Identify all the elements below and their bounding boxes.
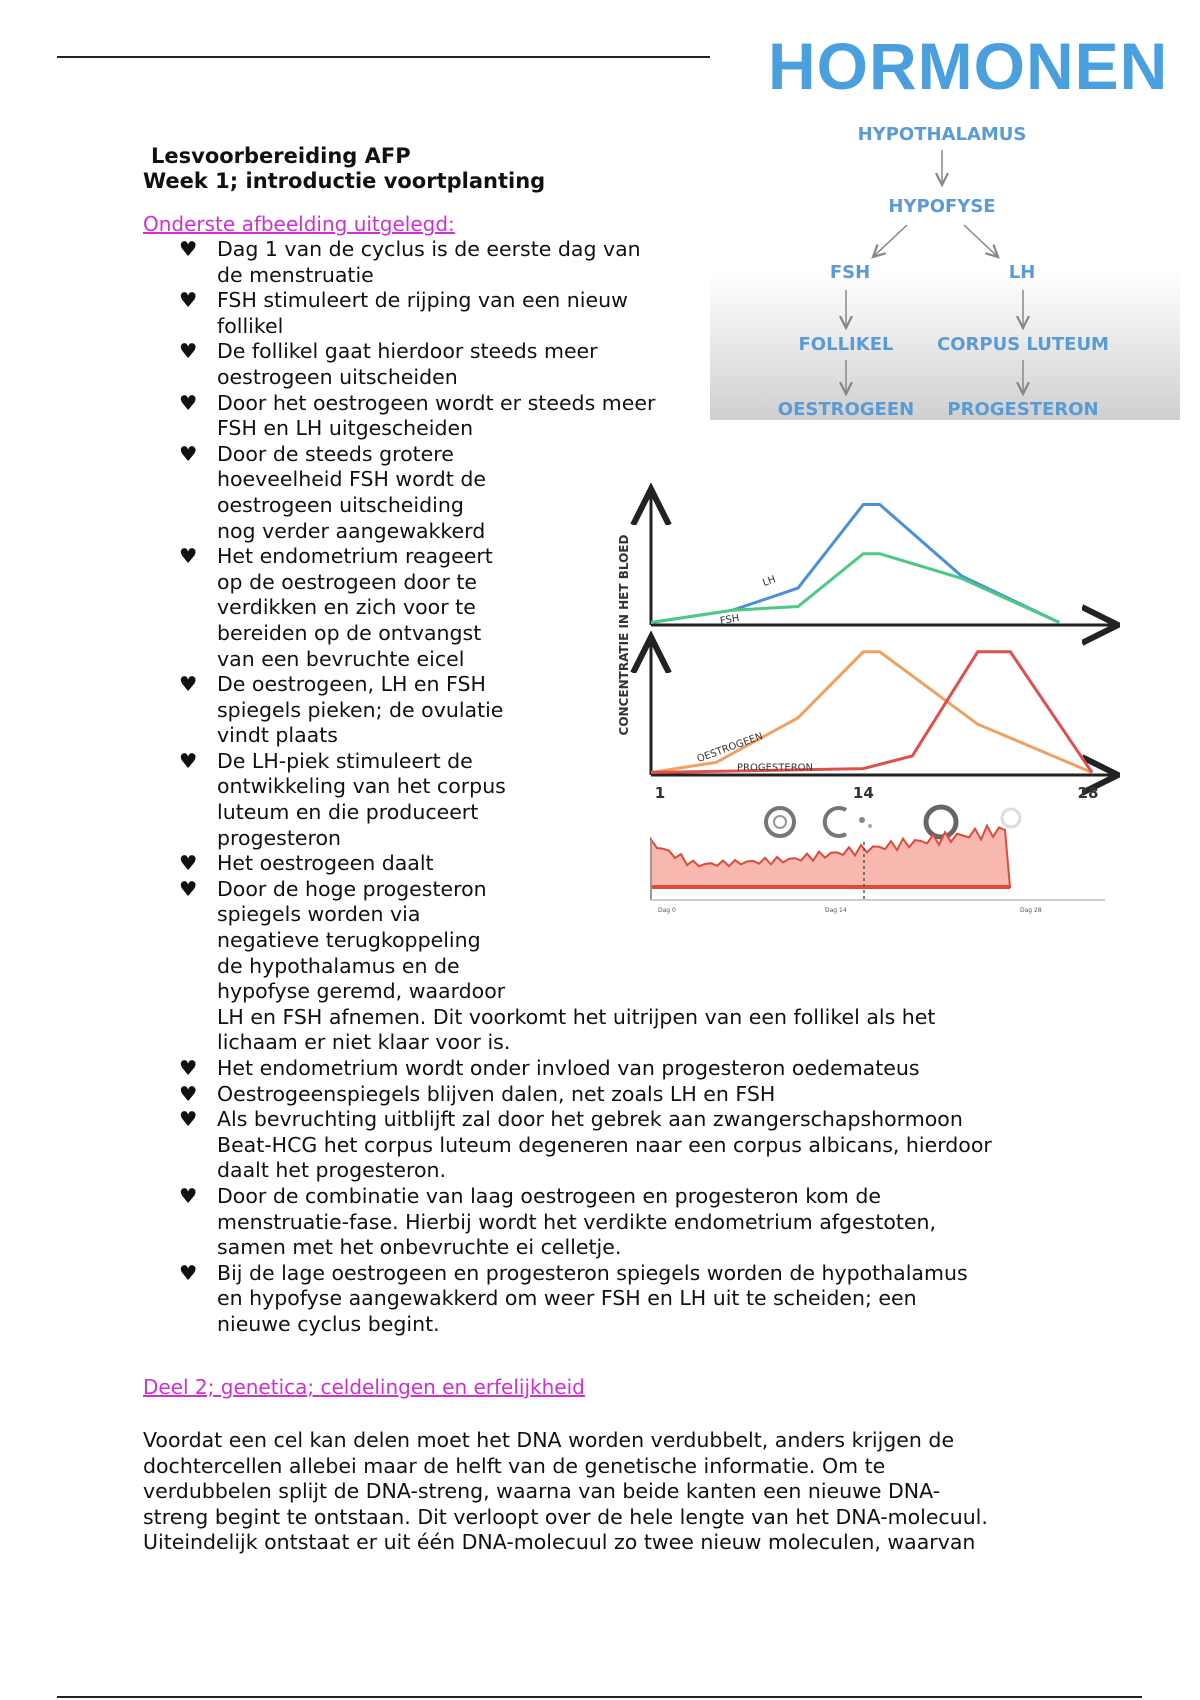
section1-heading-link[interactable]: Onderste afbeelding uitgelegd: xyxy=(143,212,455,236)
bullet-line: Als bevruchting uitblijft zal door het gebrek aan zwangerschapshormoon xyxy=(217,1107,963,1132)
week-title: Week 1; introductie voortplanting xyxy=(143,169,546,193)
series-label-lh: LH xyxy=(761,574,778,589)
heart-bullet-icon: ♥ xyxy=(179,851,198,876)
bullet-line: FSH stimuleert de rijping van een nieuw xyxy=(217,288,628,313)
list-item xyxy=(143,1056,1083,1082)
bullet-line: LH en FSH afnemen. Dit voorkomt het uitrijpen van een follikel als het xyxy=(217,1004,936,1029)
hormones-title: HORMONEN xyxy=(768,29,1169,103)
section2-heading-link[interactable]: Deel 2; genetica; celdelingen en erfelijkheid xyxy=(143,1375,585,1399)
bullet-line: follikel xyxy=(217,313,284,338)
follicle-inner-icon xyxy=(774,816,786,828)
bullet-line: De oestrogeen, LH en FSH xyxy=(217,672,486,697)
bullet-line: oestrogeen uitscheiden xyxy=(217,364,458,389)
series-lh-line xyxy=(651,505,1059,623)
menstrual-cycle-chart xyxy=(600,480,1120,950)
series-label-progesteron: PROGESTERON xyxy=(737,762,813,774)
bullet-line: nog verder aangewakkerd xyxy=(217,518,486,543)
bullet-line: FSH en LH uitgescheiden xyxy=(217,416,474,441)
bullet-line: De follikel gaat hierdoor steeds meer xyxy=(217,339,598,364)
series-label-oestrogeen: OESTROGEEN xyxy=(695,731,765,766)
node-progesteron: PROGESTERON xyxy=(947,399,1099,420)
bullet-line: Het oestrogeen daalt xyxy=(217,851,434,876)
bullet-line: bereiden op de ontvangst xyxy=(217,620,482,645)
bullet-line: Het endometrium wordt onder invloed van progesteron oedemateus xyxy=(217,1056,920,1080)
heart-bullet-icon: ♥ xyxy=(179,1183,198,1208)
heart-bullet-icon: ♥ xyxy=(179,1260,198,1285)
x-tick-label: 28 xyxy=(1077,784,1099,802)
bullet-line: negatieve terugkoppeling xyxy=(217,928,481,953)
bullet-line: menstruatie-fase. Hierbij wordt het verdikte endometrium afgestoten, xyxy=(217,1209,937,1234)
bullet-line: oestrogeen uitscheiding xyxy=(217,492,464,517)
bullet-line: Bij de lage oestrogeen en progesteron spiegels worden de hypothalamus xyxy=(217,1260,968,1285)
heart-bullet-icon: ♥ xyxy=(179,544,198,569)
list-item xyxy=(143,1184,1083,1261)
y-axis-label: CONCENTRATIE IN HET BLOED xyxy=(617,534,631,736)
node-corpus-luteum: CORPUS LUTEUM xyxy=(937,334,1109,355)
bullet-line: samen met het onbevruchte ei celletje. xyxy=(217,1235,622,1260)
heart-bullet-icon: ♥ xyxy=(179,339,198,364)
bullet-line: Door het oestrogeen wordt er steeds meer xyxy=(217,390,656,415)
bullet-line: De LH-piek stimuleert de xyxy=(217,748,473,773)
bottom-rule xyxy=(57,1696,1142,1698)
list-item xyxy=(143,1107,1083,1184)
bullet-line: daalt het progesteron. xyxy=(217,1158,447,1183)
node-oestrogeen: OESTROGEEN xyxy=(777,399,915,420)
heart-bullet-icon: ♥ xyxy=(179,748,198,773)
paragraph-line: streng begint te ontstaan. Dit verloopt over de hele lengte van het DNA-molecuul. xyxy=(143,1504,988,1529)
bullet-line: Het endometrium reageert xyxy=(217,544,493,569)
bullet-line: spiegels worden via xyxy=(217,902,421,927)
egg-cell-icon xyxy=(868,824,872,828)
bullet-line: Oestrogeenspiegels blijven dalen, net zoals LH en FSH xyxy=(217,1081,776,1106)
node-lh: LH xyxy=(1008,262,1036,283)
list-item xyxy=(143,288,1083,339)
series-label-fsh: FSH xyxy=(719,612,741,628)
series-fsh-line xyxy=(651,554,1059,623)
heart-bullet-icon: ♥ xyxy=(179,237,198,261)
bullet-line: luteum en die produceert xyxy=(217,800,479,825)
follicle-stage-icons xyxy=(766,807,1020,837)
bullet-line: Beat-HCG het corpus luteum degeneren naar een corpus albicans, hierdoor xyxy=(217,1132,992,1157)
day-label: Dag 14 xyxy=(825,907,847,914)
day-label: Dag 28 xyxy=(1020,907,1042,914)
paragraph-line: verdubbelen splijt de DNA-streng, waarna van beide kanten een nieuwe DNA- xyxy=(143,1479,941,1504)
list-item xyxy=(143,1261,1083,1338)
bullet-line: nieuwe cyclus begint. xyxy=(217,1311,440,1336)
bullet-line: Dag 1 van de cyclus is de eerste dag van xyxy=(217,237,641,261)
paragraph-line: Voordat een cel kan delen moet het DNA worden verdubbelt, anders krijgen de xyxy=(143,1428,955,1452)
top-rule xyxy=(57,56,710,58)
bullet-line: verdikken en zich voor te xyxy=(217,595,476,620)
heart-bullet-icon: ♥ xyxy=(179,1081,198,1106)
heart-bullet-icon: ♥ xyxy=(179,876,198,901)
endometrium-diagram xyxy=(651,826,1105,914)
heart-bullet-icon: ♥ xyxy=(179,441,198,466)
lesson-title: Lesvoorbereiding AFP xyxy=(151,144,411,168)
x-tick-label: 1 xyxy=(654,784,666,802)
x-tick-label: 14 xyxy=(852,784,874,802)
bullet-line: vindt plaats xyxy=(217,723,338,748)
node-fsh: FSH xyxy=(829,262,871,283)
heart-bullet-icon: ♥ xyxy=(179,1107,198,1132)
list-item xyxy=(143,1082,1083,1108)
genetics-paragraph xyxy=(143,1428,1083,1556)
follicle-icon xyxy=(766,808,794,836)
bullet-line: spiegels pieken; de ovulatie xyxy=(217,697,504,722)
heart-bullet-icon: ♥ xyxy=(179,390,198,415)
egg-icon xyxy=(859,817,865,823)
ovulating-follicle-icon xyxy=(825,808,846,836)
node-follikel: FOLLIKEL xyxy=(798,334,894,355)
bullet-line: Door de steeds grotere xyxy=(217,441,454,466)
bullet-line: progesteron xyxy=(217,825,342,850)
bullet-line: hypofyse geremd, waardoor xyxy=(217,979,506,1004)
bullet-line: Door de combinatie van laag oestrogeen en progesteron kom de xyxy=(217,1183,881,1208)
bullet-line: de menstruatie xyxy=(217,262,374,287)
bullet-line: hoeveelheid FSH wordt de xyxy=(217,467,486,492)
bullet-line: lichaam er niet klaar voor is. xyxy=(217,1030,511,1055)
list-item xyxy=(143,237,1083,288)
paragraph-line: Uiteindelijk ontstaat er uit één DNA-molecuul zo twee nieuw moleculen, waarvan xyxy=(143,1530,976,1555)
list-item xyxy=(143,339,1083,390)
day-label: Dag 0 xyxy=(658,907,676,914)
list-item xyxy=(143,391,1083,442)
corpus-albicans-icon xyxy=(1002,809,1020,827)
paragraph-line: dochtercellen allebei maar de helft van de genetische informatie. Om te xyxy=(143,1453,886,1478)
node-hypofyse: HYPOFYSE xyxy=(888,196,996,217)
bullet-line: ontwikkeling van het corpus xyxy=(217,774,506,799)
bullet-line: van een bevruchte eicel xyxy=(217,646,465,671)
corpus-luteum-icon xyxy=(926,807,956,837)
heart-bullet-icon: ♥ xyxy=(179,1056,198,1080)
heart-bullet-icon: ♥ xyxy=(179,288,198,313)
bullet-line: op de oestrogeen door te xyxy=(217,569,478,594)
bullet-line: de hypothalamus en de xyxy=(217,953,460,978)
heart-bullet-icon: ♥ xyxy=(179,672,198,697)
bullet-line: en hypofyse aangewakkerd om weer FSH en LH uit te scheiden; een xyxy=(217,1286,917,1311)
node-hypothalamus: HYPOTHALAMUS xyxy=(857,124,1027,145)
bullet-line: Door de hoge progesteron xyxy=(217,876,487,901)
